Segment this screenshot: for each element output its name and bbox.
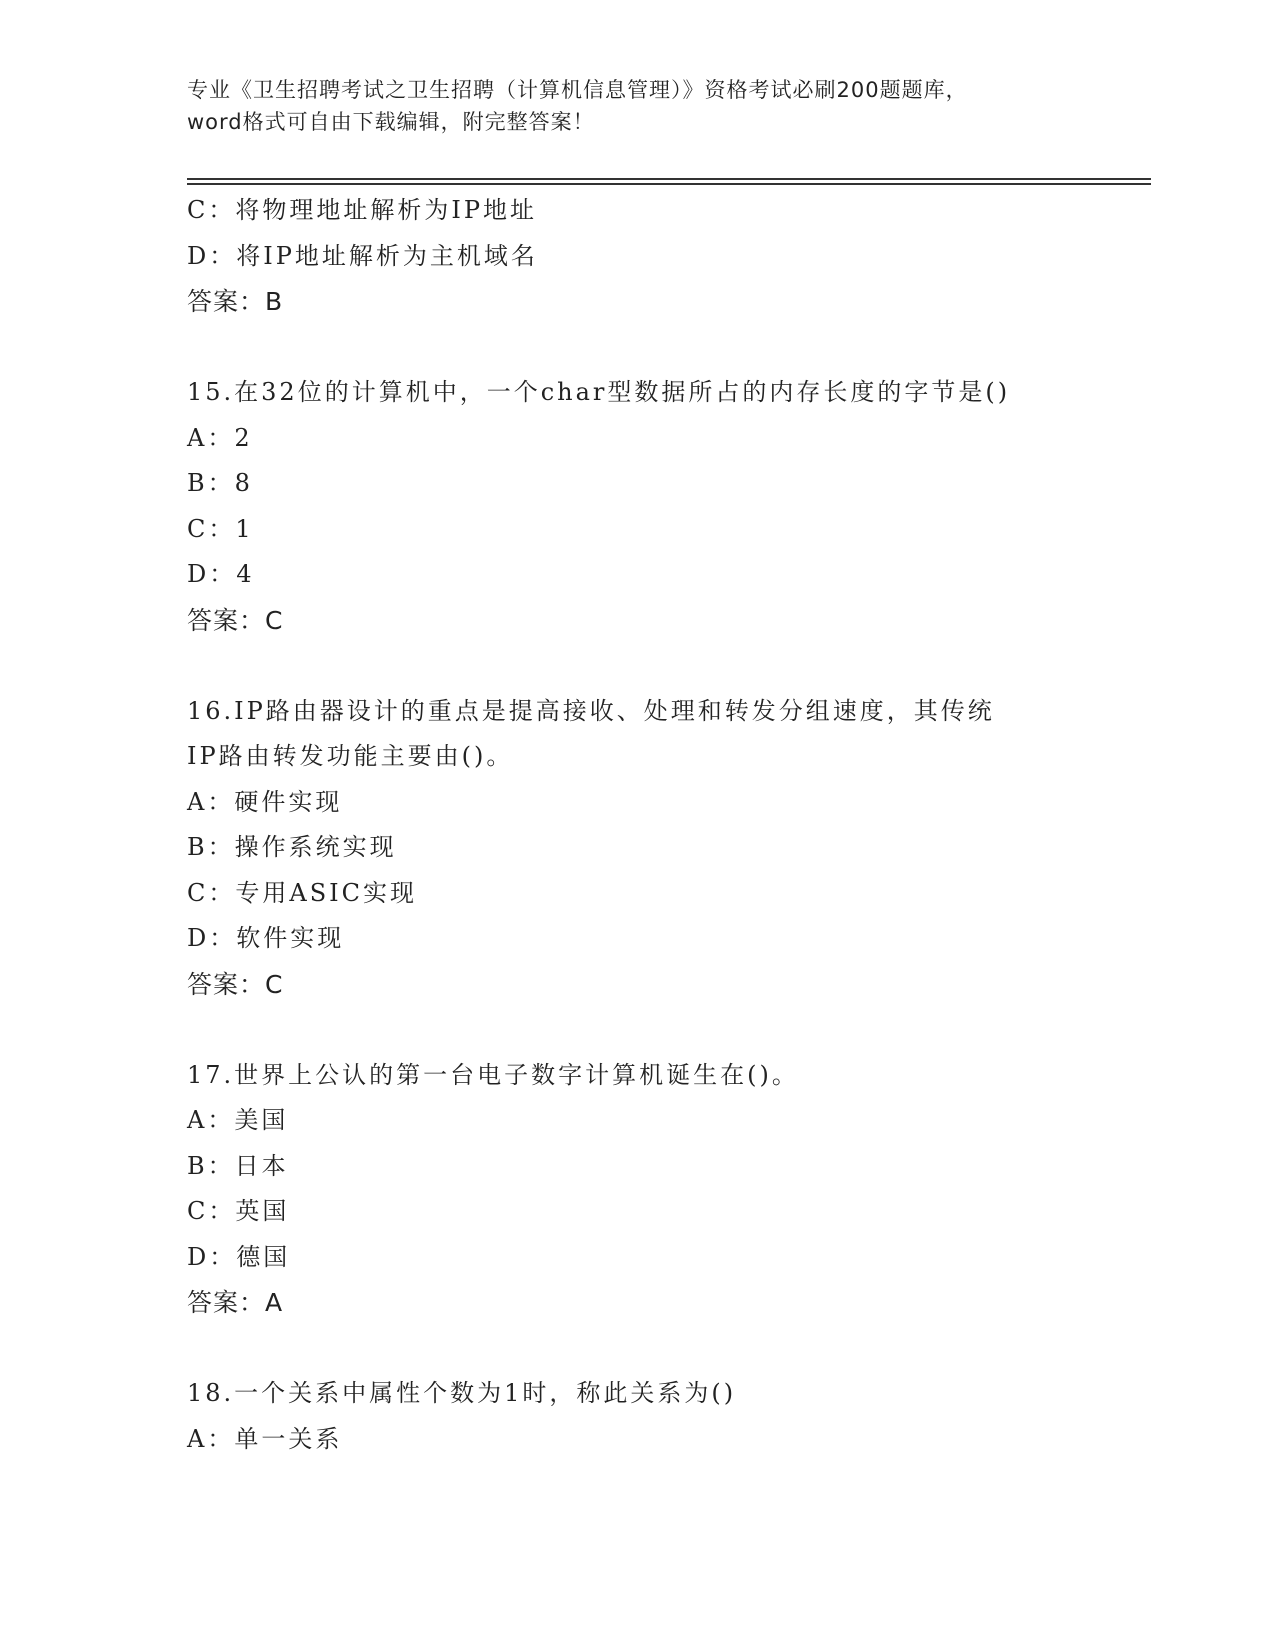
question-line: 16.IP路由器设计的重点是提高接收、处理和转发分组速度，其传统 bbox=[187, 696, 995, 725]
document-header bbox=[187, 74, 1087, 138]
question-block bbox=[187, 370, 1087, 643]
block-spacer bbox=[187, 643, 1087, 689]
option-line: D：德国 bbox=[187, 1242, 291, 1271]
option-line: B：8 bbox=[187, 469, 253, 497]
option-line: A：单一关系 bbox=[187, 1424, 343, 1453]
question-line: C：将物理地址解析为IP地址 bbox=[187, 196, 537, 224]
question-line: 17.世界上公认的第一台电子数字计算机诞生在()。 bbox=[187, 1060, 799, 1089]
option-line: IP路由转发功能主要由()。 bbox=[187, 742, 514, 770]
question-block bbox=[187, 188, 1087, 325]
option-line: D：软件实现 bbox=[187, 924, 345, 952]
answer-line: 答案：B bbox=[187, 287, 284, 316]
option-line: C：1 bbox=[187, 514, 254, 543]
option-line: A：美国 bbox=[187, 1106, 289, 1134]
option-line: D：将IP地址解析为主机域名 bbox=[187, 241, 538, 270]
header-line-1: 专业《卫生招聘考试之卫生招聘（计算机信息管理）》资格考试必刷200题题库， bbox=[187, 78, 968, 102]
header-rule-bottom bbox=[187, 183, 1151, 185]
option-line: D：4 bbox=[187, 560, 255, 588]
block-spacer bbox=[187, 1326, 1087, 1372]
answer-line: 答案：C bbox=[187, 969, 284, 999]
header-line-2: word格式可自由下载编辑，附完整答案！ bbox=[187, 110, 595, 134]
option-line: A：硬件实现 bbox=[187, 787, 343, 816]
question-list bbox=[187, 188, 1087, 1462]
question-line: 15.在32位的计算机中，一个char型数据所占的内存长度的字节是() bbox=[187, 378, 1011, 406]
question-line: 18.一个关系中属性个数为1时，称此关系为() bbox=[187, 1379, 737, 1407]
option-line: A：2 bbox=[187, 423, 253, 452]
question-block bbox=[187, 1053, 1087, 1326]
answer-line: 答案：C bbox=[187, 605, 284, 635]
answer-line: 答案：A bbox=[187, 1288, 284, 1317]
question-block bbox=[187, 1371, 1087, 1462]
option-line: B：日本 bbox=[187, 1151, 289, 1180]
option-line: C：专用ASIC实现 bbox=[187, 878, 417, 907]
block-spacer bbox=[187, 325, 1087, 371]
question-block bbox=[187, 689, 1087, 1008]
option-line: C：英国 bbox=[187, 1197, 290, 1225]
block-spacer bbox=[187, 1007, 1087, 1053]
header-rule-top bbox=[187, 178, 1151, 180]
option-line: B：操作系统实现 bbox=[187, 833, 397, 861]
